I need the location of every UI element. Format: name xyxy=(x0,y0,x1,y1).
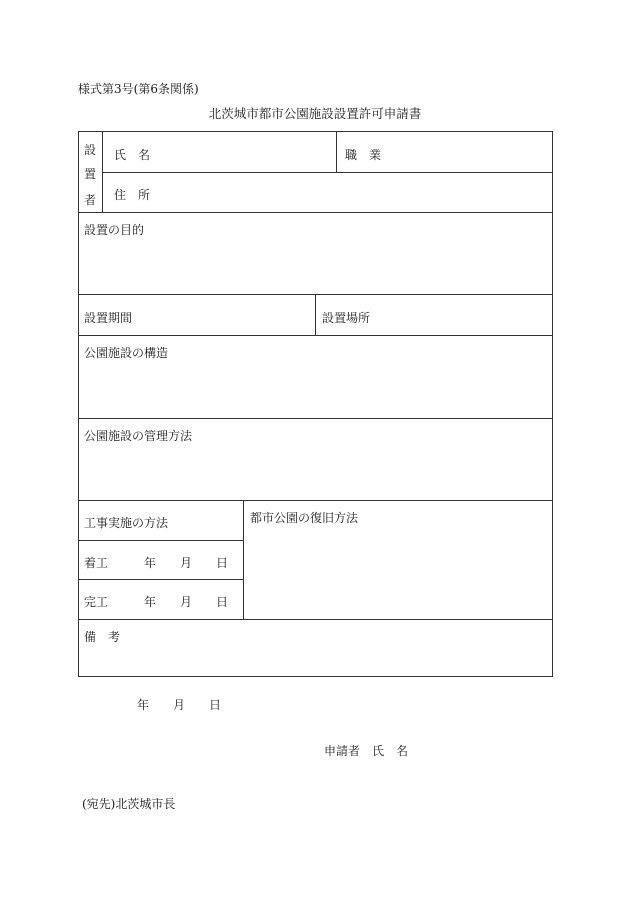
installer-label-char-1: 設 xyxy=(83,143,96,157)
installer-label-char-2: 置 xyxy=(83,167,96,181)
name-label: 氏 名 xyxy=(114,148,151,162)
rule-start-completion xyxy=(78,579,243,580)
form-number: 様式第3号(第6条関係) xyxy=(78,82,199,96)
rule-management-construction xyxy=(78,500,553,501)
rule-name-address xyxy=(102,172,553,173)
rule-period-place xyxy=(315,294,316,336)
start-date-label: 着工 年 月 日 xyxy=(84,556,229,570)
document-title: 北茨城市都市公園施設設置許可申請書 xyxy=(208,106,422,121)
addressee: (宛先)北茨城市長 xyxy=(82,797,176,811)
structure-label: 公園施設の構造 xyxy=(84,346,169,360)
applicant-name-line: 申請者 氏 名 xyxy=(324,744,409,758)
purpose-label: 設置の目的 xyxy=(84,223,145,237)
completion-date-label: 完工 年 月 日 xyxy=(84,595,229,609)
management-label: 公園施設の管理方法 xyxy=(84,429,193,443)
rule-method-start xyxy=(78,540,243,541)
rule-name-occupation xyxy=(336,131,337,173)
rule-structure-management xyxy=(78,418,553,419)
address-label: 住 所 xyxy=(114,188,151,202)
rule-installer-purpose xyxy=(78,212,553,213)
installer-label-char-3: 者 xyxy=(83,193,96,207)
rule-construction-remarks xyxy=(78,619,553,620)
application-date: 年 月 日 xyxy=(137,698,222,712)
period-label: 設置期間 xyxy=(84,311,133,325)
rule-construction-restoration xyxy=(243,500,244,620)
rule-installer-column xyxy=(102,131,103,213)
construction-method-label: 工事実施の方法 xyxy=(84,516,169,530)
place-label: 設置場所 xyxy=(322,311,371,325)
restoration-label: 都市公園の復旧方法 xyxy=(250,511,359,525)
remarks-label: 備 考 xyxy=(84,630,121,644)
occupation-label: 職 業 xyxy=(345,148,382,162)
